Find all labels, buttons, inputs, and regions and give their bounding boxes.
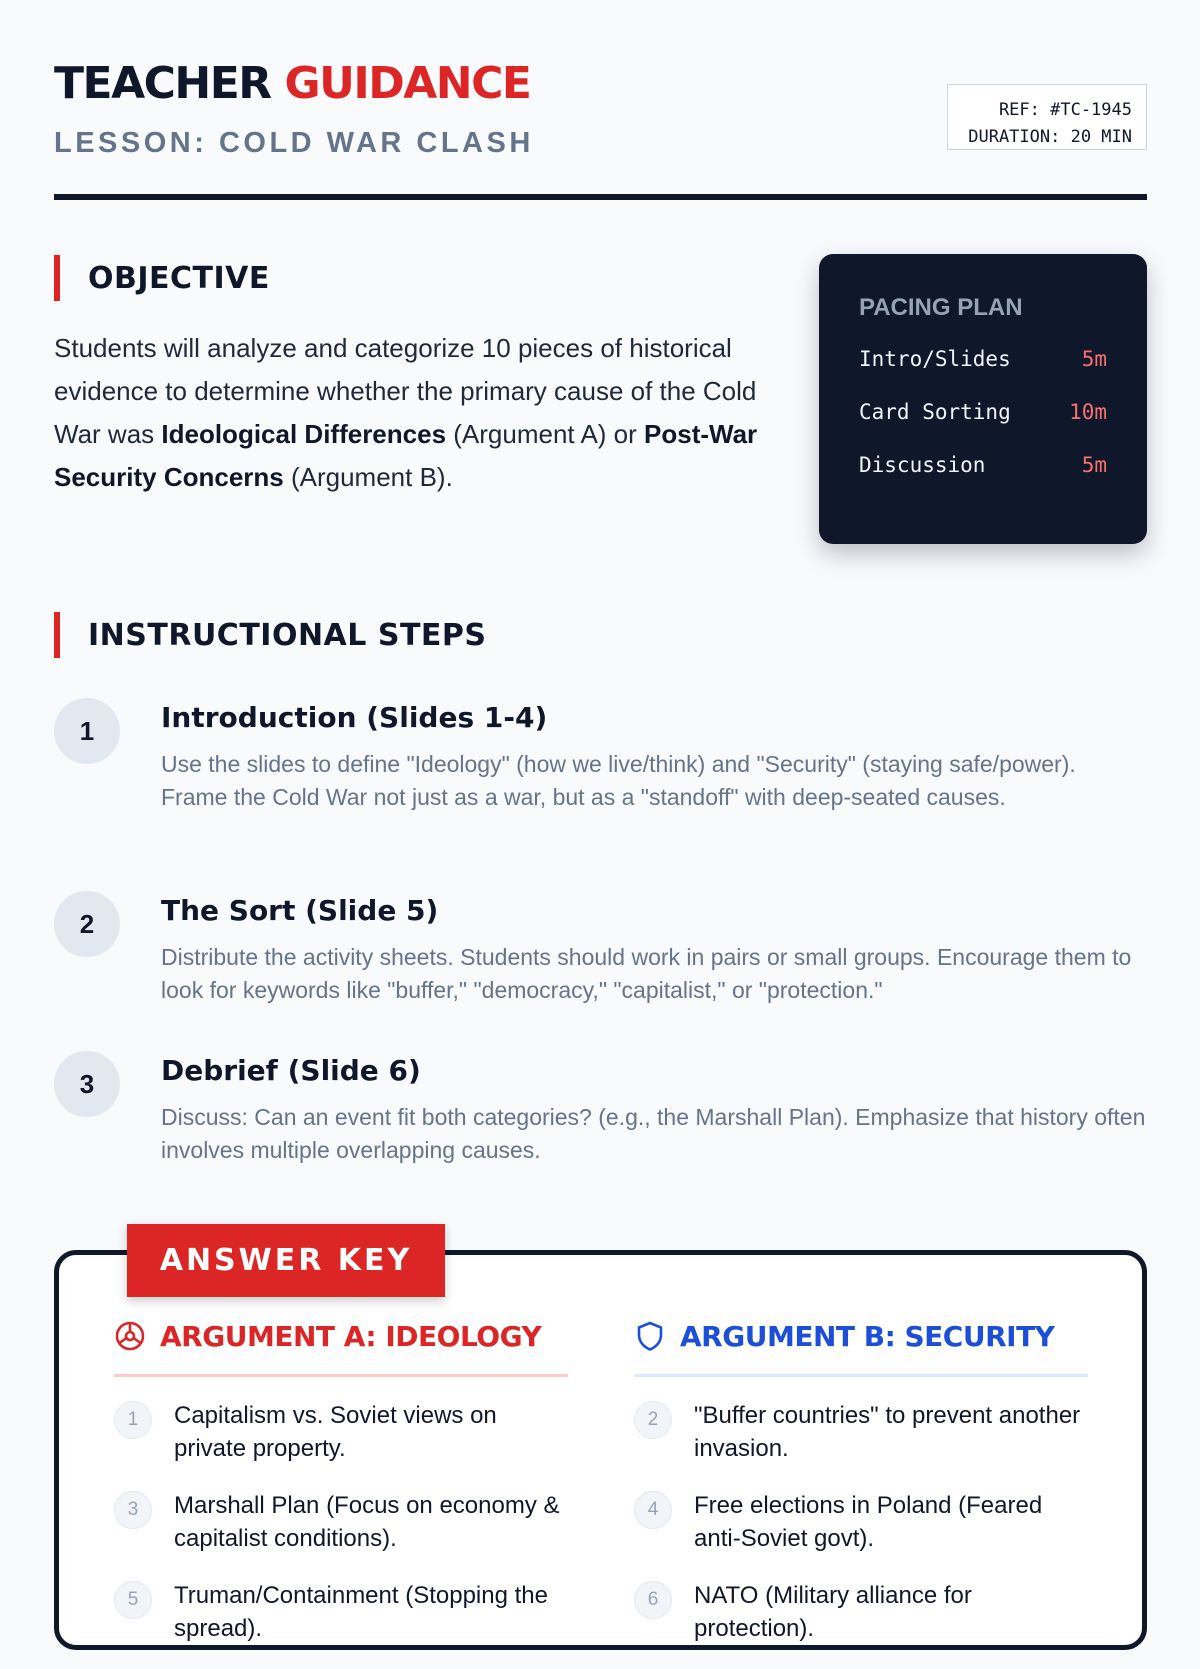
step-title: Introduction (Slides 1-4) [161,701,548,734]
item-number: 2 [634,1401,672,1439]
lesson-duration: DURATION: 20 MIN [968,127,1132,147]
step-title: The Sort (Slide 5) [161,894,439,927]
list-item [114,1399,568,1465]
shield-icon [634,1320,666,1352]
list-item [114,1489,568,1555]
pacing-row-time: 5m [1081,453,1107,477]
lesson-subtitle: LESSON: COLD WAR CLASH [54,127,534,159]
item-text: Free elections in Poland (Feared anti-Soviet govt). [694,1492,1043,1552]
objective-bold-2: Post-War Security Concerns [54,419,758,492]
pacing-row [859,342,1107,395]
item-text: Marshall Plan (Focus on economy & capitalist conditions). [174,1492,560,1552]
heading-accent-bar [54,612,60,658]
item-number: 1 [114,1401,152,1439]
steps-heading-label: INSTRUCTIONAL STEPS [88,617,487,653]
title-accent: GUIDANCE [284,58,531,109]
list-item [634,1579,1088,1645]
security-heading-label: ARGUMENT B: SECURITY [680,1319,1055,1353]
heading-accent-bar [54,255,60,301]
item-text: "Buffer countries" to prevent another invasion. [694,1402,1081,1462]
reference-code: REF: #TC-1945 [998,100,1132,120]
security-column [634,1310,1088,1669]
answer-key-tab: ANSWER KEY [127,1224,445,1297]
pacing-plan-card [819,254,1147,544]
list-item [114,1579,568,1645]
pacing-row-label: Card Sorting [859,400,1011,424]
pacing-row [859,448,1107,501]
item-text: Truman/Containment (Stopping the spread). [174,1582,548,1642]
step-number: 2 [54,891,120,957]
step-title: Debrief (Slide 6) [161,1054,421,1087]
item-number: 3 [114,1491,152,1529]
ideology-icon [114,1320,146,1352]
objective-text-3: (Argument B). [283,462,453,492]
pacing-row-time: 10m [1069,400,1107,424]
step-description: Discuss: Can an event fit both categories? (e.g., the Marshall Plan). Emphasize that history often involves multiple overlapping causes. [161,1104,1146,1163]
step-number: 3 [54,1051,120,1117]
steps-heading [54,612,487,658]
item-number: 5 [114,1581,152,1619]
ideology-heading [114,1310,568,1362]
header-divider [54,194,1147,200]
step-description: Use the slides to define "Ideology" (how we live/think) and "Security" (staying safe/power). Frame the Cold War not just as a war, but as a "standoff" with deep-seated causes. [161,751,1076,810]
ideology-heading-label: ARGUMENT A: IDEOLOGY [160,1319,542,1353]
item-text: NATO (Military alliance for protection). [694,1582,972,1642]
step-description: Distribute the activity sheets. Students should work in pairs or small groups. Encourage them to look for keywords like "buffer," "democracy," "capitalist," or "protection." [161,944,1132,1003]
security-heading [634,1310,1088,1362]
objective-text-1: Students will analyze and categorize 10 pieces of historical evidence to determine whether the primary cause of the Cold War was [54,333,757,449]
security-divider [634,1374,1088,1377]
objective-bold-1: Ideological Differences [161,419,447,449]
reference-box [947,84,1147,150]
item-number: 4 [634,1491,672,1529]
pacing-row [859,395,1107,448]
ideology-divider [114,1374,568,1377]
teacher-guidance-page [54,0,1147,1642]
objective-heading [54,255,270,301]
pacing-row-label: Intro/Slides [859,347,1011,371]
item-number: 6 [634,1581,672,1619]
step-number: 1 [54,698,120,764]
list-item [634,1489,1088,1555]
pacing-row-label: Discussion [859,453,986,477]
item-text: Capitalism vs. Soviet views on private property. [174,1402,497,1462]
list-item [634,1399,1088,1465]
pacing-row-time: 5m [1081,347,1107,371]
ideology-column [114,1310,568,1669]
objective-text [54,327,774,499]
objective-text-2: (Argument A) or [446,419,645,449]
pacing-plan-title: PACING PLAN [859,294,1023,321]
objective-heading-label: OBJECTIVE [88,260,270,296]
title-main: TEACHER [54,58,271,109]
page-title [54,54,530,114]
